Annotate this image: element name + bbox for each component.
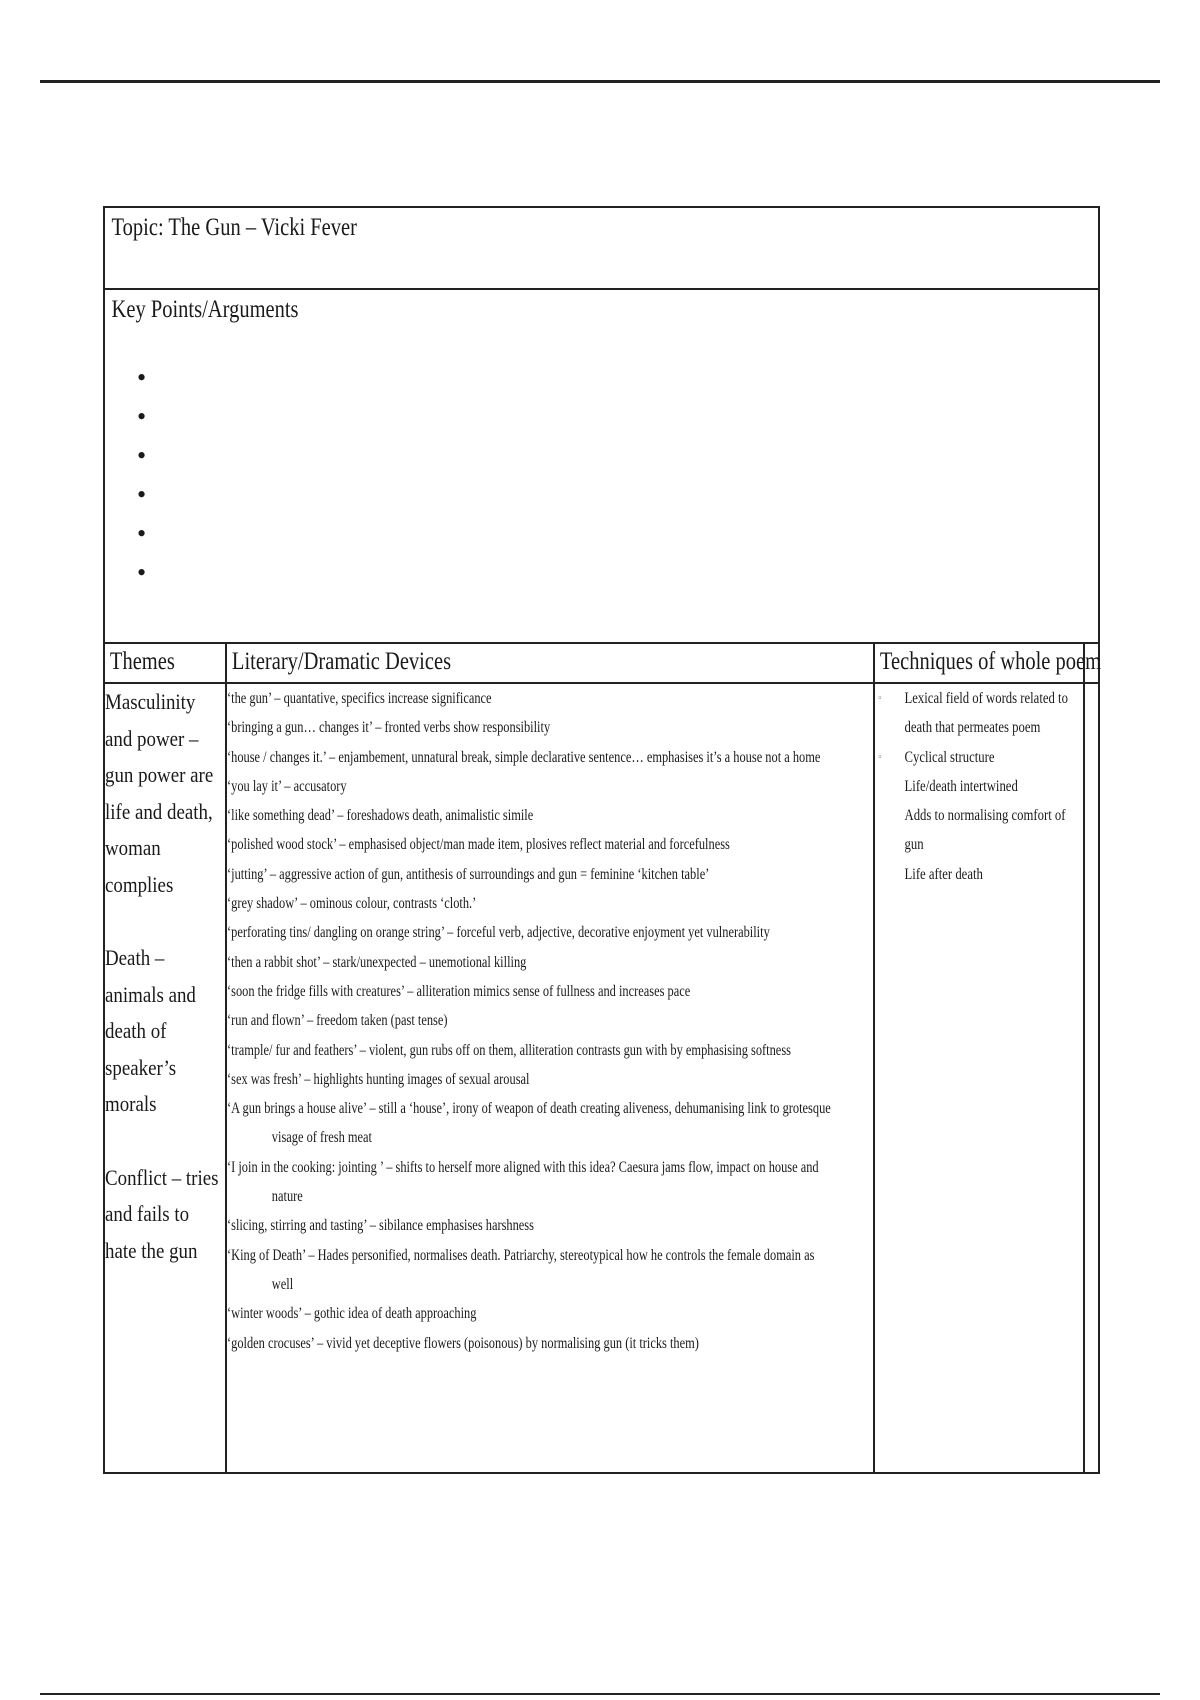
- technique-item: ▫ Cyclical structure: [875, 743, 1085, 772]
- themes-cell: [104, 683, 226, 1473]
- header-rule: [40, 80, 1160, 83]
- techniques-cell: [874, 683, 1084, 1473]
- topic-cell: [104, 207, 1099, 289]
- devices-header-cell: [226, 643, 874, 683]
- revision-sheet: [103, 206, 1100, 1474]
- key-point-bullet: [137, 446, 1098, 485]
- techniques-header-cell: [874, 643, 1102, 683]
- device-line: [227, 977, 820, 1006]
- device-line: [227, 743, 820, 772]
- device-text: ‘winter woods’ – gothic idea of death approaching: [227, 1305, 477, 1323]
- device-line: [227, 1299, 820, 1328]
- device-text: ‘soon the fridge fills with creatures’ – alliteration mimics sense of fullness and increases pace: [227, 982, 691, 1000]
- device-line: [227, 1006, 820, 1035]
- device-text: ‘like something dead’ – foreshadows death, animalistic simile: [227, 807, 534, 825]
- technique-item: ▫ Lexical field of words related to death that permeates poem: [875, 684, 1085, 743]
- device-line: [227, 1036, 820, 1065]
- key-points-title: Key Points/Arguments: [111, 296, 299, 323]
- device-text: ‘perforating tins/ dangling on orange string’ – forceful verb, adjective, decorative enjoyment yet vulnerability: [227, 924, 770, 942]
- device-text: ‘I join in the cooking: jointing ’ – shifts to herself more aligned with this idea? Caesura jams flow, impact on house and: [227, 1158, 819, 1176]
- device-text: ‘jutting’ – aggressive action of gun, antithesis of surroundings and gun = feminine ‘kitchen table’: [227, 865, 710, 883]
- footer-rule: [40, 1693, 1160, 1695]
- themes-header: Themes: [109, 648, 175, 675]
- device-text: ‘sex was fresh’ – highlights hunting images of sexual arousal: [227, 1070, 530, 1088]
- theme-item: Conflict – tries and fails to hate the gun: [105, 1164, 219, 1263]
- device-line: [227, 1329, 820, 1358]
- key-point-bullet: [137, 368, 1098, 407]
- device-text: ‘house / changes it.’ – enjambement, unnatural break, simple declarative sentence… emphasises it’s a house not a home: [227, 748, 821, 766]
- device-line: [227, 772, 820, 801]
- devices-cell: [226, 683, 874, 1473]
- device-line: [227, 713, 820, 742]
- device-text: ‘slicing, stirring and tasting’ – sibilance emphasises harshness: [227, 1217, 534, 1235]
- device-line: [227, 860, 820, 889]
- device-line: [227, 830, 820, 859]
- techniques-list: [875, 684, 1083, 889]
- device-line: [227, 801, 820, 830]
- themes-header-cell: [104, 643, 226, 683]
- device-text: ‘A gun brings a house alive’ – still a ‘house’, irony of weapon of death creating aliveness, dehumanising link to grotesque: [227, 1100, 831, 1118]
- key-point-bullet: [137, 524, 1098, 563]
- device-line: [227, 889, 820, 918]
- device-continuation: nature: [271, 1188, 303, 1206]
- device-text: ‘grey shadow’ – ominous colour, contrasts ‘cloth.’: [227, 895, 477, 913]
- key-point-bullet: [137, 485, 1098, 524]
- device-line: [227, 684, 820, 713]
- device-continuation: well: [271, 1275, 294, 1293]
- device-continuation: visage of fresh meat: [271, 1129, 372, 1147]
- device-text: ‘then a rabbit shot’ – stark/unexpected – unemotional killing: [227, 953, 527, 971]
- device-line: [227, 918, 820, 947]
- device-text: ‘the gun’ – quantative, specifics increase significance: [227, 690, 492, 707]
- key-point-bullet: [137, 563, 1098, 602]
- device-line: [227, 1153, 820, 1212]
- devices-header: Literary/Dramatic Devices: [231, 648, 452, 675]
- key-points-cell: [104, 289, 1099, 643]
- technique-item: Life after death: [904, 865, 983, 883]
- theme-item: Masculinity and power – gun power are life and death, woman complies: [105, 689, 214, 897]
- key-points-list: [105, 368, 1098, 602]
- device-line: [227, 1065, 820, 1094]
- device-text: ‘polished wood stock’ – emphasised object/man made item, plosives reflect material and forcefulness: [227, 836, 730, 854]
- theme-item: Death – animals and death of speaker’s morals: [105, 945, 196, 1116]
- device-line: [227, 948, 820, 977]
- device-line: [227, 1241, 820, 1300]
- key-point-bullet: [137, 407, 1098, 446]
- techniques-header: Techniques of whole poem: [879, 648, 1102, 675]
- device-line: [227, 1094, 831, 1153]
- device-text: ‘trample/ fur and feathers’ – violent, gun rubs off on them, alliteration contrasts gun with by emphasising softness: [227, 1041, 791, 1059]
- technique-item: Life/death intertwined: [904, 777, 1018, 795]
- device-text: ‘golden crocuses’ – vivid yet deceptive flowers (poisonous) by normalising gun (it tricks them): [227, 1334, 699, 1352]
- device-line: [227, 1211, 820, 1240]
- device-text: ‘King of Death’ – Hades personified, normalises death. Patriarchy, stereotypical how he controls the female domain as: [227, 1246, 815, 1264]
- spacer-cell: [1084, 683, 1099, 1473]
- device-text: ‘bringing a gun… changes it’ – fronted verbs show responsibility: [227, 719, 551, 737]
- topic-title: Topic: The Gun – Vicki Fever: [111, 214, 357, 241]
- device-text: ‘run and flown’ – freedom taken (past tense): [227, 1012, 448, 1030]
- technique-item: Adds to normalising comfort of gun: [904, 807, 1066, 854]
- device-text: ‘you lay it’ – accusatory: [227, 777, 347, 795]
